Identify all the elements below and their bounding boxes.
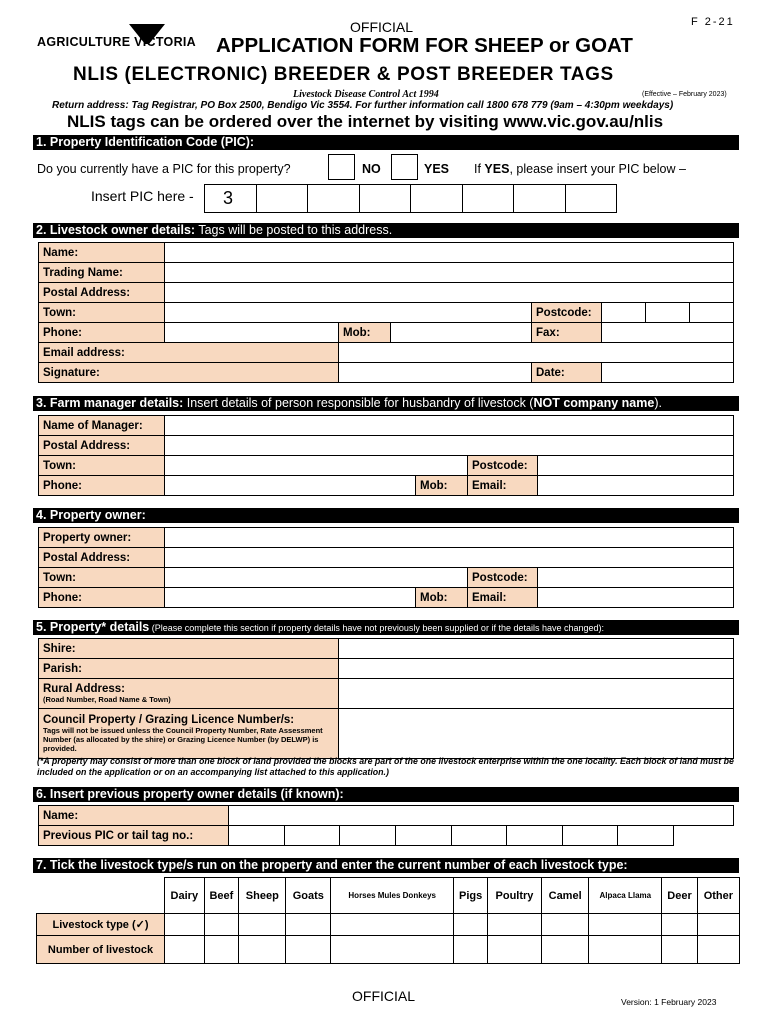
council-number-sub: Tags will not be issued unless the Council Property Number, Rate Assessment Number (as allocated by the shire) or Grazing Licence Number (by DELWP) is provided. — [43, 726, 323, 753]
form-code: F 2-21 — [691, 16, 735, 28]
yes-label: YES — [424, 162, 450, 176]
phone-field[interactable] — [165, 323, 339, 343]
council-number-title: Council Property / Grazing Licence Number/s: — [43, 714, 295, 726]
owner-town-label: Town: — [39, 568, 165, 588]
num-sheep[interactable] — [239, 936, 286, 964]
phone-label: Phone: — [39, 323, 165, 343]
section2-title: 2. Livestock owner details: — [36, 223, 196, 237]
previous-owner-name-field[interactable] — [229, 806, 734, 826]
trading-name-field[interactable] — [165, 263, 734, 283]
type-dairy[interactable] — [165, 914, 205, 936]
email-label: Email address: — [39, 343, 339, 363]
num-beef[interactable] — [204, 936, 239, 964]
type-horses[interactable] — [331, 914, 454, 936]
pic-question: Do you currently have a PIC for this property? — [37, 162, 291, 176]
postcode-cell-2[interactable] — [646, 303, 690, 323]
manager-phone-field[interactable] — [165, 476, 416, 496]
if-yes-suffix: , please insert your PIC below – — [509, 162, 686, 176]
manager-mob-label: Mob: — [416, 476, 468, 496]
num-alpaca[interactable] — [589, 936, 662, 964]
agriculture-victoria-logo — [37, 22, 209, 66]
previous-pic-cell-4[interactable] — [395, 826, 451, 846]
section3-title: 3. Farm manager details: — [36, 396, 184, 410]
property-note: (*A property may consist of more than one block of land provided the blocks are part of the one livestock enterprise within the one locality. Each block of land must be included on the application or on an accompanying list attached to this application.) — [37, 756, 734, 777]
manager-town-field[interactable] — [165, 456, 468, 476]
owner-phone-field[interactable] — [165, 588, 416, 608]
type-sheep[interactable] — [239, 914, 286, 936]
previous-pic-cell-6[interactable] — [507, 826, 563, 846]
col-goats: Goats — [286, 878, 331, 914]
owner-postal-label: Postal Address: — [39, 548, 165, 568]
official-marking-top: OFFICIAL — [350, 19, 414, 35]
signature-label: Signature: — [39, 363, 339, 383]
email-field[interactable] — [339, 343, 734, 363]
yes-checkbox[interactable] — [391, 154, 418, 180]
col-poultry: Poultry — [487, 878, 541, 914]
col-pigs: Pigs — [454, 878, 488, 914]
shire-field[interactable] — [339, 639, 734, 659]
previous-owner-table — [38, 805, 734, 846]
logo-text: AGRICULTURE VICTORIA — [37, 35, 197, 49]
owner-mob-label: Mob: — [416, 588, 468, 608]
date-field[interactable] — [602, 363, 734, 383]
version-label: Version: 1 February 2023 — [621, 997, 717, 1007]
col-dairy: Dairy — [165, 878, 205, 914]
effective-date: (Effective – February 2023) — [642, 91, 727, 98]
section3-subtitle-end: ). — [654, 396, 662, 410]
col-alpaca: Alpaca Llama — [589, 878, 662, 914]
col-camel: Camel — [542, 878, 589, 914]
section2-subtitle: Tags will be posted to this address. — [195, 223, 393, 237]
rural-address-field[interactable] — [339, 679, 734, 709]
pic-input-cells — [204, 184, 617, 213]
section5-title: 5. Property* details — [36, 620, 150, 634]
parish-label: Parish: — [39, 659, 339, 679]
trading-name-label: Trading Name: — [39, 263, 165, 283]
section3-subtitle-bold: NOT company name — [533, 396, 655, 410]
pic-cell-8[interactable] — [565, 185, 617, 213]
postal-address-label: Postal Address: — [39, 283, 165, 303]
num-deer[interactable] — [662, 936, 697, 964]
postal-address-field[interactable] — [165, 283, 734, 303]
online-ordering-note: NLIS tags can be ordered over the internet by visiting www.vic.gov.au/nlis — [67, 112, 664, 131]
col-other: Other — [697, 878, 739, 914]
if-yes-bold: YES — [484, 162, 510, 176]
rural-address-title: Rural Address: — [43, 683, 126, 695]
property-details-table — [38, 638, 734, 759]
form-title-line1: APPLICATION FORM FOR SHEEP or GOAT — [216, 34, 633, 57]
pic-cell-2[interactable] — [256, 185, 308, 213]
owner-email-field[interactable] — [538, 588, 734, 608]
section5-header — [33, 620, 739, 635]
previous-owner-name-label: Name: — [39, 806, 229, 826]
insert-pic-label: Insert PIC here - — [91, 188, 194, 204]
official-marking-bottom: OFFICIAL — [352, 988, 416, 1004]
rural-address-sub: (Road Number, Road Name & Town) — [43, 695, 171, 704]
mob-label: Mob: — [339, 323, 391, 343]
num-dairy[interactable] — [165, 936, 205, 964]
previous-pic-label: Previous PIC or tail tag no.: — [39, 826, 229, 846]
col-horses: Horses Mules Donkeys — [331, 878, 454, 914]
manager-name-field[interactable] — [165, 416, 734, 436]
farm-manager-table — [38, 415, 734, 496]
signature-field[interactable] — [339, 363, 532, 383]
manager-postcode-label: Postcode: — [468, 456, 538, 476]
previous-pic-cell-8[interactable] — [618, 826, 674, 846]
form-title-line2: NLIS (ELECTRONIC) BREEDER & POST BREEDER TAGS — [73, 64, 614, 85]
no-label: NO — [362, 162, 381, 176]
pic-cell-3[interactable] — [308, 185, 360, 213]
owner-postcode-label: Postcode: — [468, 568, 538, 588]
section5-subtitle: (Please complete this section if property details have not previously been supplied or if the details have changed): — [149, 623, 605, 633]
manager-phone-label: Phone: — [39, 476, 165, 496]
postcode-cell-3[interactable] — [690, 303, 734, 323]
previous-pic-cell-7[interactable] — [562, 826, 618, 846]
owner-town-field[interactable] — [165, 568, 468, 588]
type-alpaca[interactable] — [589, 914, 662, 936]
previous-pic-cell-3[interactable] — [340, 826, 396, 846]
owner-email-label: Email: — [468, 588, 538, 608]
manager-email-field[interactable] — [538, 476, 734, 496]
property-owner-label: Property owner: — [39, 528, 165, 548]
num-poultry[interactable] — [487, 936, 541, 964]
livestock-corner — [37, 878, 165, 914]
col-sheep: Sheep — [239, 878, 286, 914]
type-pigs[interactable] — [454, 914, 488, 936]
council-number-field[interactable] — [339, 709, 734, 759]
manager-postal-field[interactable] — [165, 436, 734, 456]
livestock-table — [36, 877, 740, 964]
number-of-livestock-label: Number of livestock — [37, 936, 165, 964]
section4-header: 4. Property owner: — [33, 508, 739, 523]
section1-header: 1. Property Identification Code (PIC): — [33, 135, 739, 150]
section2-header — [33, 223, 739, 238]
manager-email-label: Email: — [468, 476, 538, 496]
manager-postal-label: Postal Address: — [39, 436, 165, 456]
type-other[interactable] — [697, 914, 739, 936]
parish-field[interactable] — [339, 659, 734, 679]
section3-header — [33, 396, 739, 411]
section6-header: 6. Insert previous property owner details (if known): — [33, 787, 739, 802]
type-goats[interactable] — [286, 914, 331, 936]
col-deer: Deer — [662, 878, 697, 914]
pic-cell-6[interactable] — [462, 185, 514, 213]
col-beef: Beef — [204, 878, 239, 914]
owner-postal-field[interactable] — [165, 548, 734, 568]
section7-header: 7. Tick the livestock type/s run on the property and enter the current number of each livestock type: — [33, 858, 739, 873]
property-owner-field[interactable] — [165, 528, 734, 548]
previous-pic-cell-5[interactable] — [451, 826, 507, 846]
manager-name-label: Name of Manager: — [39, 416, 165, 436]
num-pigs[interactable] — [454, 936, 488, 964]
name-label: Name: — [39, 243, 165, 263]
act-reference: Livestock Disease Control Act 1994 — [293, 89, 439, 100]
fax-field[interactable] — [602, 323, 734, 343]
pic-cell-1[interactable]: 3 — [205, 185, 257, 213]
manager-postcode-field[interactable] — [538, 456, 734, 476]
type-beef[interactable] — [204, 914, 239, 936]
town-field[interactable] — [165, 303, 532, 323]
no-checkbox[interactable] — [328, 154, 355, 180]
pic-cell-7[interactable] — [514, 185, 566, 213]
if-yes-prefix: If — [474, 162, 485, 176]
livestock-owner-table — [38, 242, 734, 383]
date-label: Date: — [532, 363, 602, 383]
num-other[interactable] — [697, 936, 739, 964]
fax-label: Fax: — [532, 323, 602, 343]
council-number-label — [39, 709, 339, 759]
num-camel[interactable] — [542, 936, 589, 964]
if-yes-instruction — [474, 162, 686, 176]
pic-cell-5[interactable] — [411, 185, 463, 213]
num-goats[interactable] — [286, 936, 331, 964]
property-owner-table — [38, 527, 734, 608]
owner-phone-label: Phone: — [39, 588, 165, 608]
type-deer[interactable] — [662, 914, 697, 936]
type-poultry[interactable] — [487, 914, 541, 936]
section3-subtitle: Insert details of person responsible for husbandry of livestock ( — [183, 396, 534, 410]
previous-pic-cell-2[interactable] — [284, 826, 340, 846]
manager-town-label: Town: — [39, 456, 165, 476]
type-camel[interactable] — [542, 914, 589, 936]
owner-postcode-field[interactable] — [538, 568, 734, 588]
pic-cell-4[interactable] — [359, 185, 411, 213]
previous-pic-cell-1[interactable] — [229, 826, 285, 846]
livestock-type-label: Livestock type (✓) — [37, 914, 165, 936]
postcode-cell-1[interactable] — [602, 303, 646, 323]
previous-pic-spacer — [674, 826, 734, 846]
name-field[interactable] — [165, 243, 734, 263]
num-horses[interactable] — [331, 936, 454, 964]
postcode-label: Postcode: — [532, 303, 602, 323]
rural-address-label — [39, 679, 339, 709]
town-label: Town: — [39, 303, 165, 323]
return-address: Return address: Tag Registrar, PO Box 2500, Bendigo Vic 3554. For further information call 1800 678 779 (9am – 4:30pm weekdays) — [52, 100, 674, 111]
mob-field[interactable] — [391, 323, 532, 343]
shire-label: Shire: — [39, 639, 339, 659]
